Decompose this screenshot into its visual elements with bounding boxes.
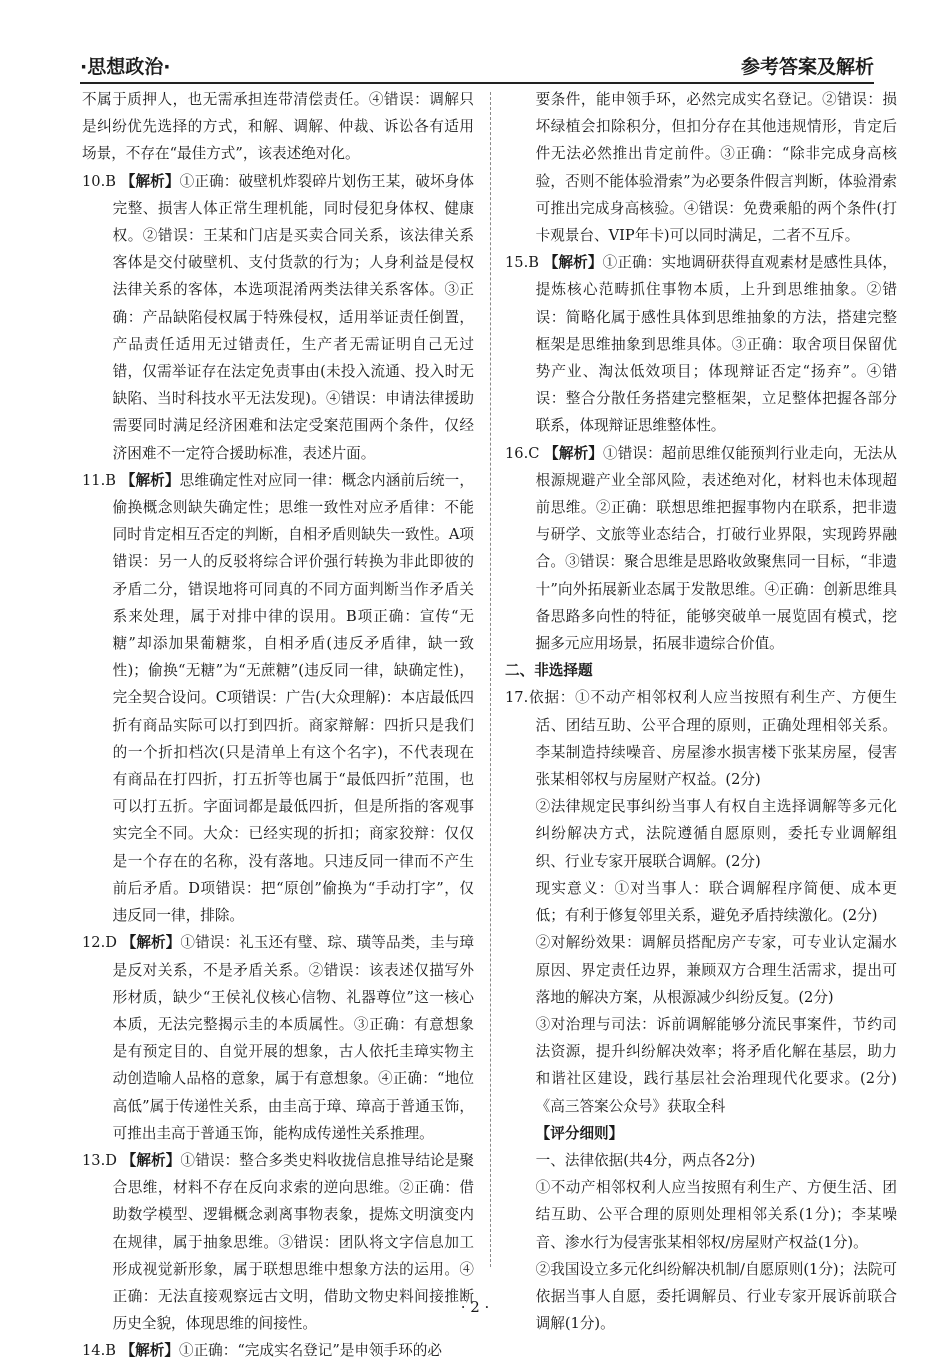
answer-text: ①错误：超前思维仅能预判行业走向，无法从根源规避产业全部风险，表述绝对化，材料也未体现超前思维。②正确：联想思维把握事物内在联系，把非遗与研学、文旅等业态结合，打破行业界限，实现跨界融合。③错误：聚合思维是思路收敛聚焦同一目标，“非遗十”向外拓展新业态属于发散思维。④正确：创新思维具备思路多向性的特征，能够突破单一展览固有模式，挖掘多元应用场景，拓展非遗综合价值。 — [535, 444, 897, 653]
analysis-tag: 【解析】 — [544, 444, 603, 462]
scoring-item: ②我国设立多元化纠纷解决机制/自愿原则(1分)；法院可依据当事人自愿，委托调解员、行业专家开展诉前联合调解(1分)。 — [535, 1260, 897, 1333]
answer-14-start — [82, 1337, 474, 1364]
right-column — [505, 86, 897, 1337]
answer-number: 14.B — [82, 1342, 116, 1360]
scoring-item: ①不动产相邻权利人应当按照有利生产、方便生活、团结互助、公平合理的原则处理相邻关系(1分)；李某噪音、渗水行为侵害张某相邻权/房屋财产权益(1分)。 — [535, 1179, 897, 1251]
answer-text: ①错误：整合多类史料收拢信息推导结论是聚合思维，材料不存在反向求索的逆向思维。②正确：借助数学模型、逻辑概念剥离事物表象，提炼文明演变内在规律，属于抽象思维。③错误：团队将文字信息加工形成视觉新形象，属于联想思维中想象方法的运用。④正确：无法直接观察远古文明，借助文物史料间接推断历史全貌，体现思维的间接性。 — [112, 1151, 474, 1333]
answer-text: ①正确：“完成实名登记”是申领手环的必 — [178, 1342, 442, 1360]
answer-number: 15.B — [505, 254, 539, 272]
answer-16 — [505, 440, 897, 658]
column-divider — [490, 92, 491, 1267]
answer-17-point — [505, 1011, 897, 1120]
answer-number: 17. — [505, 689, 529, 707]
answer-text: 思维确定性对应同一律：概念内涵前后统一，偷换概念则缺失确定性；思维一致性对应矛盾律：不能同时肯定相互否定的判断，自相矛盾则缺失一致性。A项错误：另一人的反驳将综合评价强行转换为非此即彼的矛盾二分，错误地将可同真的不同方面判断当作矛盾关系来处理，属于对排中律的误用。B项正确：宣传“无糖”却添加果葡糖浆，自相矛盾(违反矛盾律，缺一致性)；偷换“无糖”为“无蔗糖”(违反同一律，缺确定性)，完全契合设问。C项错误：广告(大众理解)：本店最低四折有商品实际可以打到四折。商家辩解：四折只是我们的一个折扣档次(只是清单上有这个名字)，不代表现在有商品在打四折，打五折等也属于“最低四折”范围，也可以打五折。字面词都是最低四折，但是所指的客观事实完全不同。大众：已经实现的折扣；商家狡辩：仅仅是一个存在的名称，没有落地。只违反同一律而不产生前后矛盾。D项错误：把“原创”偷换为“手动打字”，仅违反同一律，排除。 — [112, 471, 474, 925]
scoring-item: 一、法律依据(共4分，两点各2分) — [535, 1151, 756, 1169]
answer-text: ①正确：实地调研获得直观素材是感性具体，提炼核心范畴抓住事物本质，上升到思维抽象。②错误：简略化属于感性具体到思维抽象的方法，搭建完整框架是思维抽象到思维具体。③正确：取舍项目保留优势产业、淘汰低效项目；体现辩证否定“扬弃”。④错误：整合分散任务搭建完整框架，立足整体把握各部分联系，体现辩证思维整体性。 — [535, 254, 897, 435]
analysis-tag: 【解析】 — [120, 172, 180, 190]
answer-14-continued: 要条件，能申领手环，必然完成实名登记。②错误：损坏绿植会扣除积分，但扣分存在其他违规情形，肯定后件无法必然推出肯定前件。③正确：“除非完成身高核验，否则不能体验滑索”为必要条件假言判断，体验滑索可推出完成身高核验。④错误：免费乘船的两个条件(打卡观景台、VIP年卡)可以同时满足，二者不互斥。 — [535, 91, 897, 245]
answer-17-point: 现实意义：①对当事人：联合调解程序简便、成本更低；有利于修复邻里关系，避免矛盾持续激化。(2分) — [535, 879, 897, 925]
answer-10 — [82, 168, 474, 467]
answer-11 — [82, 467, 474, 929]
continued-text: 不属于质押人，也无需承担连带清偿责任。④错误：调解只是纠纷优先选择的方式，和解、调解、仲裁、诉讼各有适用场景，不存在“最佳方式”，该表述绝对化。 — [82, 91, 474, 163]
answer-17-point: ②对解纷效果：调解员搭配房产专家，可专业认定漏水原因、界定责任边界，兼顾双方合理生活需求，提出可落地的解决方案，从根源减少纠纷反复。(2分) — [535, 934, 897, 1006]
page-number: · 2 · — [460, 1298, 490, 1316]
analysis-tag: 【解析】 — [121, 934, 181, 952]
left-column — [82, 86, 474, 1365]
analysis-tag: 【解析】 — [120, 1342, 179, 1360]
page-header — [80, 48, 874, 84]
subject-label: ·思想政治· — [80, 56, 171, 78]
answer-number: 16.C — [505, 444, 540, 462]
answer-number: 12.D — [82, 934, 117, 952]
scoring-title: 【评分细则】 — [535, 1124, 624, 1142]
answer-text: ①错误：礼玉还有璧、琮、璜等品类，圭与璋是反对关系，不是矛盾关系。②错误：该表述仅描写外形材质，缺少“王侯礼仪核心信物、礼器尊位”这一核心本质，无法完整揭示圭的本质属性。③正确：有意想象是有预定目的、自觉开展的想象，古人依托圭璋实物主动创造喻人品格的意象，属于有意想象。④正确：“地位高低”属于传递性关系，由圭高于璋、璋高于普通玉饰，可推出圭高于普通玉饰，能构成传递性关系推理。 — [112, 934, 474, 1142]
answer-12 — [82, 929, 474, 1147]
section-heading: 二、非选择题 — [505, 662, 593, 680]
answer-number: 10.B — [82, 172, 116, 190]
answer-17-point: ②法律规定民事纠纷当事人有权自主选择调解等多元化纠纷解决方式，法院遵循自愿原则，委托专业调解组织、行业专家开展联合调解。(2分) — [535, 798, 897, 870]
answer-15 — [505, 249, 897, 439]
analysis-tag: 【解析】 — [121, 1151, 181, 1169]
answer-text: ①正确：破壁机炸裂碎片划伤王某，破坏身体完整、损害人体正常生理机能，同时侵犯身体权、健康权。②错误：王某和门店是买卖合同关系，该法律关系客体是交付破壁机、支付货款的行为；人身利益是侵权法律关系的客体，本选项混淆两类法律关系客体。③正确：产品缺陷侵权属于特殊侵权，适用举证责任倒置，产品责任适用无过错责任，生产者无需证明自己无过错，仅需举证存在法定免责事由(未投入流通、投入时无缺陷、当时科技水平无法发现)。④错误：申请法律援助需要同时满足经济困难和法定受案范围两个条件，仅经济困难不一定符合援助标准，表述片面。 — [112, 172, 474, 462]
answer-text: 依据：①不动产相邻权利人应当按照有利生产、方便生活、团结互助、公平合理的原则，正确处理相邻关系。李某制造持续噪音、房屋渗水损害楼下张某房屋，侵害张某相邻权与房屋财产权益。(2分) — [528, 689, 897, 789]
answer-17-point-text: ③对治理与司法：诉前调解能够分流民事案件，节约司法资源，提升纠纷解决效率；将矛盾化解在基层，助力和谐社区建设，践行基层社会治理现代化要求。(2分) — [535, 1015, 897, 1088]
analysis-tag: 【解析】 — [120, 471, 180, 489]
analysis-tag: 【解析】 — [543, 254, 603, 272]
answer-17 — [505, 684, 897, 793]
answer-number: 13.D — [82, 1151, 117, 1169]
watermark-text: 《高三答案公众号》获取全科 — [535, 1097, 726, 1115]
header-title: 参考答案及解析 — [740, 56, 874, 78]
answer-number: 11.B — [82, 471, 116, 489]
